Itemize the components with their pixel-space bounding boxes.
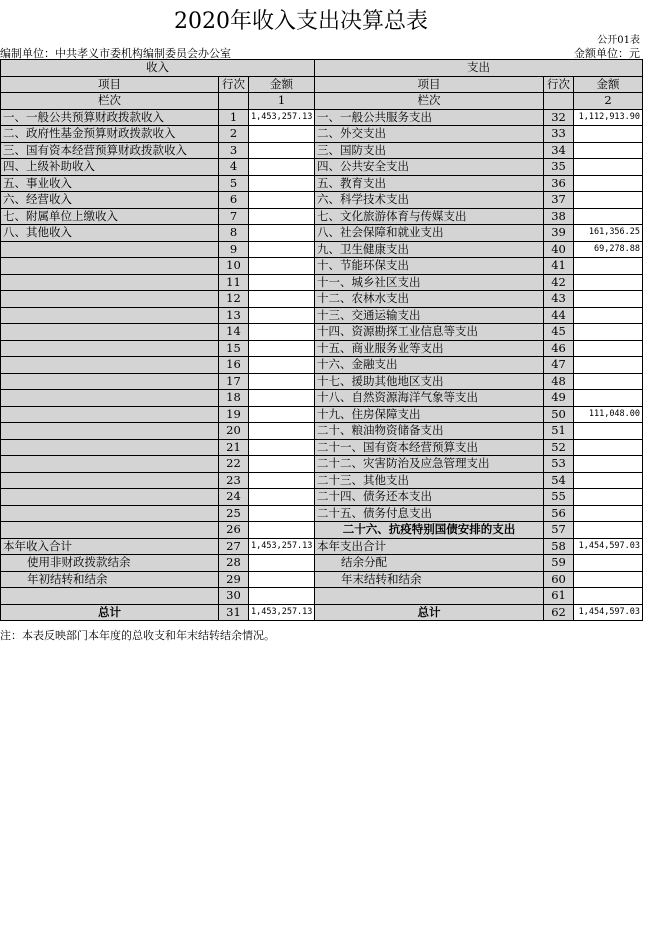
- income-line-number: 12: [219, 291, 249, 308]
- income-item-label: [1, 241, 219, 258]
- table-row: [1, 175, 643, 192]
- income-item-label: 二、政府性基金预算财政拨款收入: [1, 126, 219, 143]
- table-row: [1, 489, 643, 506]
- expense-item-label: 二十、粮油物资储备支出: [315, 423, 544, 440]
- expense-line-number: 43: [544, 291, 574, 308]
- expense-section-header: 支出: [315, 60, 643, 77]
- income-item-label: 六、经营收入: [1, 192, 219, 209]
- expense-amount: [574, 142, 643, 159]
- expense-item-label: 八、社会保障和就业支出: [315, 225, 544, 242]
- expense-line-number: 34: [544, 142, 574, 159]
- expense-amount: 161,356.25: [574, 225, 643, 242]
- income-item-label: [1, 456, 219, 473]
- income-amount: [249, 522, 315, 539]
- expense-line-number: 32: [544, 109, 574, 126]
- expense-line-number: 49: [544, 390, 574, 407]
- income-item-label: 总计: [1, 604, 219, 621]
- form-code: 公开01表: [597, 35, 640, 46]
- income-amount: [249, 373, 315, 390]
- expense-line-number: 35: [544, 159, 574, 176]
- income-line-number: 6: [219, 192, 249, 209]
- expense-amount: [574, 307, 643, 324]
- expense-amount: [574, 456, 643, 473]
- income-expense-table: [0, 59, 643, 621]
- expense-line-number: 40: [544, 241, 574, 258]
- table-row: [1, 357, 643, 374]
- income-line-number: 3: [219, 142, 249, 159]
- income-amount: [249, 142, 315, 159]
- expense-line-number: 52: [544, 439, 574, 456]
- expense-line-number: 39: [544, 225, 574, 242]
- expense-item-label: 三、国防支出: [315, 142, 544, 159]
- income-item-label: [1, 522, 219, 539]
- income-line-number: 15: [219, 340, 249, 357]
- expense-item-label: 一、一般公共服务支出: [315, 109, 544, 126]
- income-line-number: 4: [219, 159, 249, 176]
- expense-line-number: 38: [544, 208, 574, 225]
- expense-item-label: 二、外交支出: [315, 126, 544, 143]
- expense-amount: [574, 192, 643, 209]
- income-line-number: 16: [219, 357, 249, 374]
- expense-item-label: 十六、金融支出: [315, 357, 544, 374]
- expense-item-label: 总计: [315, 604, 544, 621]
- income-item-label: [1, 274, 219, 291]
- table-row: [1, 604, 643, 621]
- income-amount: [249, 489, 315, 506]
- income-line-number: 27: [219, 538, 249, 555]
- income-amount: [249, 340, 315, 357]
- income-item-label: 一、一般公共预算财政拨款收入: [1, 109, 219, 126]
- expense-line-number: 37: [544, 192, 574, 209]
- income-amount: [249, 208, 315, 225]
- income-line-number: 28: [219, 555, 249, 572]
- income-line-number: 10: [219, 258, 249, 275]
- income-item-label: [1, 505, 219, 522]
- income-column-label: 栏次: [1, 93, 219, 110]
- table-row: [1, 522, 643, 539]
- income-item-label: [1, 423, 219, 440]
- income-amount: [249, 406, 315, 423]
- expense-amount: [574, 274, 643, 291]
- compiling-unit: 编制单位：中共孝义市委机构编制委员会办公室: [0, 47, 231, 60]
- expense-amount: 69,278.88: [574, 241, 643, 258]
- table-footnote: 注：本表反映部门本年度的总收支和年末结转结余情况。: [0, 629, 275, 642]
- expense-amount: 111,048.00: [574, 406, 643, 423]
- expense-item-label: 十一、城乡社区支出: [315, 274, 544, 291]
- header-row-section: [1, 60, 643, 77]
- income-line-number: 21: [219, 439, 249, 456]
- income-line-number: 1: [219, 109, 249, 126]
- expense-line-number: 41: [544, 258, 574, 275]
- income-amount: [249, 126, 315, 143]
- expense-item-label: 十三、交通运输支出: [315, 307, 544, 324]
- income-item-label: [1, 258, 219, 275]
- income-line-number: 17: [219, 373, 249, 390]
- expense-line-number: 44: [544, 307, 574, 324]
- income-item-label: [1, 307, 219, 324]
- table-row: [1, 241, 643, 258]
- table-row: [1, 225, 643, 242]
- expense-line-number: 62: [544, 604, 574, 621]
- expense-column-line-blank: [544, 93, 574, 110]
- table-row: [1, 324, 643, 341]
- income-line-number: 11: [219, 274, 249, 291]
- expense-item-label: 七、文化旅游体育与传媒支出: [315, 208, 544, 225]
- expense-item-header: 项目: [315, 76, 544, 93]
- expense-line-number: 57: [544, 522, 574, 539]
- expense-amount: [574, 373, 643, 390]
- table-row: [1, 258, 643, 275]
- income-item-label: 本年收入合计: [1, 538, 219, 555]
- expense-item-label: 四、公共安全支出: [315, 159, 544, 176]
- expense-line-number: 45: [544, 324, 574, 341]
- expense-line-number: 56: [544, 505, 574, 522]
- expense-amount: [574, 324, 643, 341]
- table-row: [1, 142, 643, 159]
- expense-amount: [574, 208, 643, 225]
- income-item-label: [1, 291, 219, 308]
- expense-column-label: 栏次: [315, 93, 544, 110]
- expense-amount: [574, 489, 643, 506]
- table-row: [1, 439, 643, 456]
- expense-amount: [574, 571, 643, 588]
- income-item-label: 使用非财政拨款结余: [1, 555, 219, 572]
- expense-item-label: 六、科学技术支出: [315, 192, 544, 209]
- expense-line-number: 47: [544, 357, 574, 374]
- income-amount: [249, 571, 315, 588]
- table-row: [1, 274, 643, 291]
- expense-item-label: 二十二、灾害防治及应急管理支出: [315, 456, 544, 473]
- expense-amount: 1,454,597.03: [574, 604, 643, 621]
- income-item-label: [1, 340, 219, 357]
- income-amount: 1,453,257.13: [249, 604, 315, 621]
- header-row-column-numbers: [1, 93, 643, 110]
- table-row: [1, 340, 643, 357]
- income-item-label: 年初结转和结余: [1, 571, 219, 588]
- expense-amount: [574, 357, 643, 374]
- expense-item-label: 二十六、抗疫特别国债安排的支出: [315, 522, 544, 539]
- income-amount: [249, 159, 315, 176]
- income-amount: [249, 439, 315, 456]
- header-row-columns: [1, 76, 643, 93]
- table-row: [1, 456, 643, 473]
- table-row: [1, 208, 643, 225]
- income-item-label: [1, 489, 219, 506]
- income-amount: [249, 357, 315, 374]
- expense-item-label: 二十四、债务还本支出: [315, 489, 544, 506]
- income-amount: [249, 258, 315, 275]
- income-amount: [249, 175, 315, 192]
- income-item-label: [1, 357, 219, 374]
- income-item-label: 四、上级补助收入: [1, 159, 219, 176]
- amount-unit: 金额单位：元: [574, 47, 640, 60]
- expense-amount: [574, 390, 643, 407]
- income-item-label: [1, 406, 219, 423]
- income-amount: [249, 307, 315, 324]
- expense-item-label: 二十三、其他支出: [315, 472, 544, 489]
- expense-item-label: 年末结转和结余: [315, 571, 544, 588]
- income-line-number: 5: [219, 175, 249, 192]
- expense-item-label: 结余分配: [315, 555, 544, 572]
- expense-line-number: 36: [544, 175, 574, 192]
- income-item-label: 三、国有资本经营预算财政拨款收入: [1, 142, 219, 159]
- expense-item-label: 二十一、国有资本经营预算支出: [315, 439, 544, 456]
- table-row: [1, 291, 643, 308]
- expense-item-label: 十八、自然资源海洋气象等支出: [315, 390, 544, 407]
- income-line-number: 30: [219, 588, 249, 605]
- income-line-number: 22: [219, 456, 249, 473]
- table-row: [1, 126, 643, 143]
- expense-line-number: 42: [544, 274, 574, 291]
- expense-item-label: 十、节能环保支出: [315, 258, 544, 275]
- expense-item-label: 二十五、债务付息支出: [315, 505, 544, 522]
- expense-line-number: 33: [544, 126, 574, 143]
- income-amount: [249, 225, 315, 242]
- expense-line-number: 50: [544, 406, 574, 423]
- table-row: [1, 109, 643, 126]
- table-row: [1, 472, 643, 489]
- income-line-number: 24: [219, 489, 249, 506]
- expense-amount: 1,112,913.90: [574, 109, 643, 126]
- income-amount: [249, 555, 315, 572]
- expense-item-label: 十七、援助其他地区支出: [315, 373, 544, 390]
- income-item-label: 五、事业收入: [1, 175, 219, 192]
- income-line-number: 9: [219, 241, 249, 258]
- expense-line-header: 行次: [544, 76, 574, 93]
- income-line-header: 行次: [219, 76, 249, 93]
- income-section-header: 收入: [1, 60, 315, 77]
- report-title: 2020年收入支出决算总表: [174, 9, 428, 34]
- income-column-no: 1: [249, 93, 315, 110]
- income-line-number: 20: [219, 423, 249, 440]
- expense-amount: [574, 588, 643, 605]
- income-amount-header: 金额: [249, 76, 315, 93]
- expense-amount: [574, 439, 643, 456]
- table-row: [1, 423, 643, 440]
- expense-amount: [574, 522, 643, 539]
- expense-line-number: 51: [544, 423, 574, 440]
- expense-amount: [574, 423, 643, 440]
- table-row: [1, 373, 643, 390]
- income-line-number: 23: [219, 472, 249, 489]
- income-item-label: [1, 373, 219, 390]
- expense-amount: [574, 472, 643, 489]
- income-line-number: 31: [219, 604, 249, 621]
- expense-item-label: 十四、资源勘探工业信息等支出: [315, 324, 544, 341]
- income-amount: [249, 324, 315, 341]
- table-row: [1, 159, 643, 176]
- income-line-number: 19: [219, 406, 249, 423]
- income-line-number: 2: [219, 126, 249, 143]
- income-item-label: 七、附属单位上缴收入: [1, 208, 219, 225]
- income-line-number: 8: [219, 225, 249, 242]
- expense-item-label: [315, 588, 544, 605]
- expense-item-label: 十五、商业服务业等支出: [315, 340, 544, 357]
- income-amount: [249, 192, 315, 209]
- income-amount: [249, 456, 315, 473]
- income-line-number: 13: [219, 307, 249, 324]
- expense-amount-header: 金额: [574, 76, 643, 93]
- expense-item-label: 十二、农林水支出: [315, 291, 544, 308]
- expense-column-no: 2: [574, 93, 643, 110]
- table-row: [1, 538, 643, 555]
- expense-item-label: 本年支出合计: [315, 538, 544, 555]
- income-amount: [249, 588, 315, 605]
- income-amount: [249, 291, 315, 308]
- income-amount: 1,453,257.13: [249, 109, 315, 126]
- income-amount: [249, 472, 315, 489]
- expense-item-label: 十九、住房保障支出: [315, 406, 544, 423]
- expense-amount: [574, 291, 643, 308]
- table-row: [1, 307, 643, 324]
- income-item-label: [1, 588, 219, 605]
- expense-line-number: 55: [544, 489, 574, 506]
- expense-line-number: 48: [544, 373, 574, 390]
- income-item-header: 项目: [1, 76, 219, 93]
- income-item-label: [1, 472, 219, 489]
- income-column-line-blank: [219, 93, 249, 110]
- table-row: [1, 571, 643, 588]
- income-line-number: 29: [219, 571, 249, 588]
- expense-amount: [574, 258, 643, 275]
- income-line-number: 26: [219, 522, 249, 539]
- table-row: [1, 192, 643, 209]
- expense-amount: [574, 340, 643, 357]
- income-amount: [249, 505, 315, 522]
- expense-line-number: 46: [544, 340, 574, 357]
- expense-item-label: 九、卫生健康支出: [315, 241, 544, 258]
- income-amount: 1,453,257.13: [249, 538, 315, 555]
- income-amount: [249, 390, 315, 407]
- expense-amount: [574, 555, 643, 572]
- income-item-label: [1, 439, 219, 456]
- table-row: [1, 505, 643, 522]
- expense-amount: [574, 159, 643, 176]
- expense-amount: [574, 505, 643, 522]
- income-line-number: 14: [219, 324, 249, 341]
- expense-line-number: 61: [544, 588, 574, 605]
- expense-amount: [574, 126, 643, 143]
- expense-amount: 1,454,597.03: [574, 538, 643, 555]
- income-item-label: 八、其他收入: [1, 225, 219, 242]
- income-item-label: [1, 324, 219, 341]
- expense-amount: [574, 175, 643, 192]
- income-line-number: 7: [219, 208, 249, 225]
- table-row: [1, 406, 643, 423]
- table-row: [1, 390, 643, 407]
- expense-line-number: 60: [544, 571, 574, 588]
- income-amount: [249, 241, 315, 258]
- income-line-number: 18: [219, 390, 249, 407]
- expense-line-number: 54: [544, 472, 574, 489]
- income-item-label: [1, 390, 219, 407]
- income-amount: [249, 274, 315, 291]
- income-line-number: 25: [219, 505, 249, 522]
- expense-item-label: 五、教育支出: [315, 175, 544, 192]
- table-row: [1, 555, 643, 572]
- expense-line-number: 53: [544, 456, 574, 473]
- table-row: [1, 588, 643, 605]
- income-amount: [249, 423, 315, 440]
- expense-line-number: 58: [544, 538, 574, 555]
- expense-line-number: 59: [544, 555, 574, 572]
